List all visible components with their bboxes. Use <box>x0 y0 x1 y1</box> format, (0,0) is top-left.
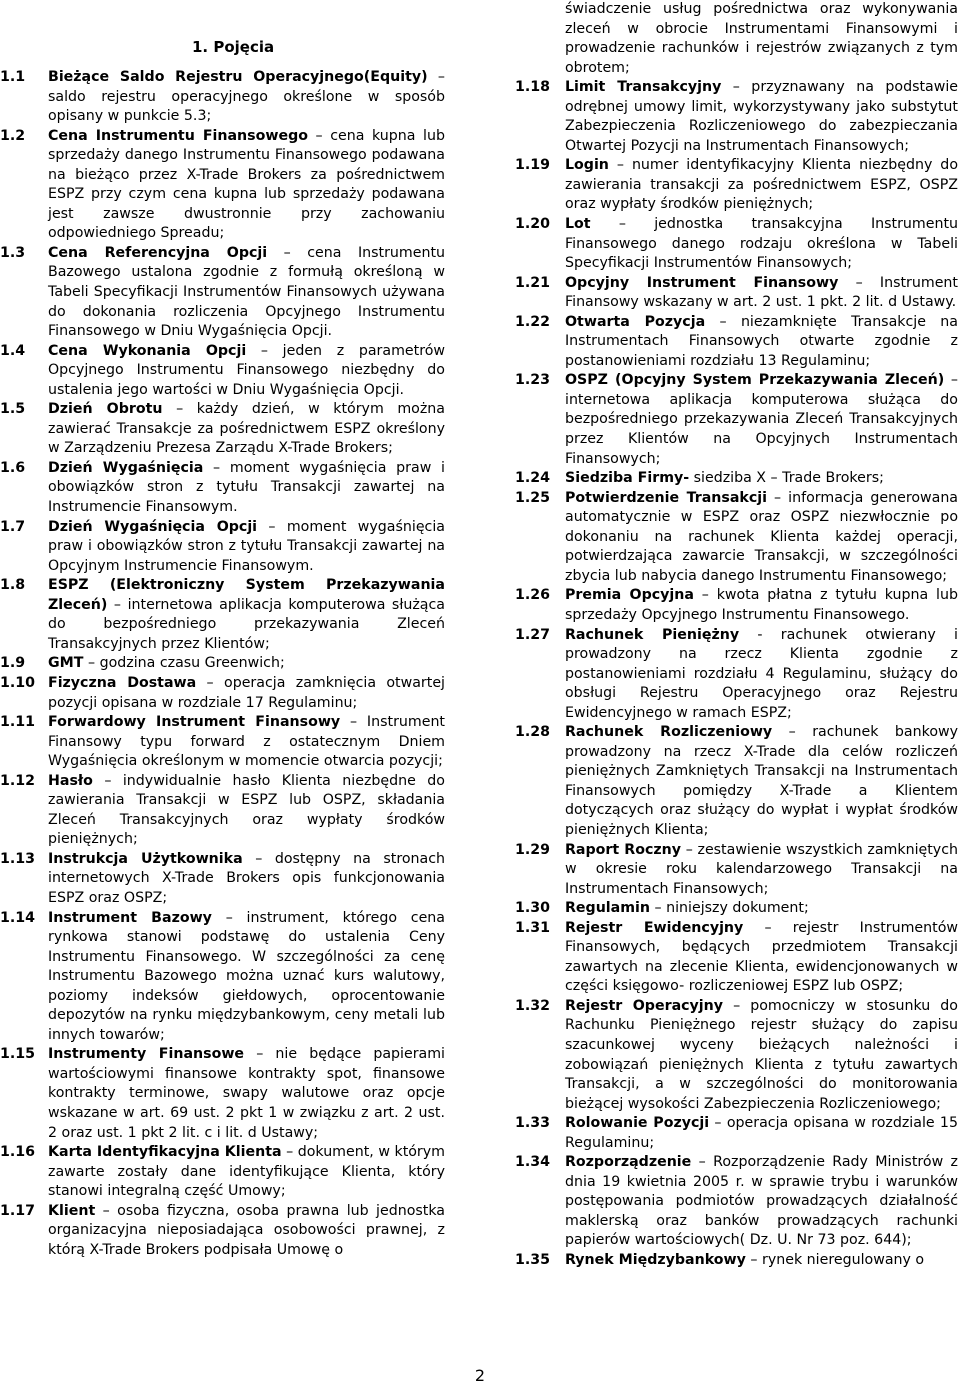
definition-entry <box>0 850 445 909</box>
definition-term: Rynek Międzybankowy <box>565 1252 746 1268</box>
definition-entry <box>515 371 958 469</box>
definition-text: – dokument, w którym zawarte zostały dane identyfikujące Klienta, który stanowi integralną część Umowy; <box>48 1144 445 1200</box>
definition-body <box>565 841 958 900</box>
definition-body <box>48 772 445 850</box>
definition-text: – nie będące papierami wartościowymi finansowe kontrakty spot, finansowe kontrakty terminowe, swapy walutowe oraz opcje wskazane w art. 69 ust. 2 pkt 1 w związku z art. 2 ust. 2 oraz ust. 1 pkt 2 lit. c i lit. d Ustawy; <box>48 1046 445 1141</box>
definition-term: Rachunek Rozliczeniowy <box>565 724 773 741</box>
definition-term: Rejestr Operacyjny <box>565 997 724 1014</box>
definition-number: 1.16 <box>0 1144 36 1161</box>
left-column <box>0 0 445 1260</box>
definition-number: 1.24 <box>515 470 551 487</box>
definition-number: 1.11 <box>0 714 36 731</box>
definition-text: – moment wygaśnięcia praw i obowiązków stron z tytułu Transakcji zawartej na Opcyjnym Instrumencie Finansowym. <box>48 518 445 574</box>
definition-entry <box>515 215 958 274</box>
definition-entry <box>0 1045 445 1143</box>
definition-term: Hasło <box>48 772 93 789</box>
definition-text: – jeden z parametrów Opcyjnego Instrumentu Finansowego niezbędny do ustalenia jego wartości w Dniu Wygaśnięcia Opcji. <box>48 342 445 398</box>
definition-text: – numer identyfikacyjny Klienta niezbędny do zawierania transakcji za pośrednictwem ESPZ, OSPZ oraz wypłaty środków pieniężnych; <box>565 157 958 213</box>
definition-body <box>48 909 445 1046</box>
definition-body <box>48 127 445 244</box>
definition-text: – cena kupna lub sprzedaży danego Instrumentu Finansowego podawana na bieżąco przez X-Trade Brokers za pośrednictwem ESPZ przy czym cena kupna lub sprzedaży podawana jest zawsze dwustronnie przy zachowaniu odpowiedniego Spreadu; <box>48 127 445 242</box>
definition-body <box>565 274 958 313</box>
definition-term: Karta Identyfikacyjna Klienta <box>48 1144 282 1161</box>
definition-number: 1.25 <box>515 489 551 506</box>
definition-entry <box>515 919 958 997</box>
definition-entry <box>0 1202 445 1261</box>
definition-body <box>565 626 958 724</box>
definition-entry <box>0 772 445 850</box>
definition-number: 1.33 <box>515 1115 551 1132</box>
definition-number: 1.19 <box>515 157 551 174</box>
definition-entry <box>0 1143 445 1202</box>
definition-entry <box>515 469 958 489</box>
definition-text: – Instrument Finansowy typu forward z ostatecznym Dniem Wygaśnięcia określonym w momencie otwarcia pozycji; <box>48 714 445 770</box>
definition-number: 1.4 <box>0 342 26 359</box>
definition-entry <box>515 1114 958 1153</box>
definition-term: Cena Wykonania Opcji <box>48 342 247 359</box>
definition-term: Instrukcja Użytkownika <box>48 850 243 867</box>
definition-body <box>48 713 445 772</box>
definition-number: 1.14 <box>0 909 36 926</box>
definition-term: Rolowanie Pozycji <box>565 1115 710 1132</box>
definition-term: Instrumenty Finansowe <box>48 1046 245 1063</box>
definition-body <box>565 371 958 469</box>
definition-body <box>48 1143 445 1202</box>
definition-body <box>48 518 445 577</box>
definition-entry <box>0 576 445 654</box>
definition-number: 1.23 <box>515 372 551 389</box>
definition-text: – przyznawany na podstawie odrębnej umowy limit, wykorzystywany jako substytut Zabezpieczenia Rozliczeniowego do zabezpieczania Otwartej Pozycji na Instrumentach Finansowych; <box>565 79 958 154</box>
definition-entry <box>515 586 958 625</box>
definition-term: Login <box>565 157 609 174</box>
definition-body <box>565 313 958 372</box>
definition-body <box>565 723 958 840</box>
definition-text: siedziba X – Trade Brokers; <box>689 470 884 487</box>
definition-body <box>48 654 445 674</box>
definition-number: 1.15 <box>0 1046 36 1063</box>
definition-body <box>565 1153 958 1251</box>
definition-text: - rachunek otwierany i prowadzony na rzecz Klienta zgodnie z postanowieniami rozdziału 4 Regulaminu, służący do obsługi Rejestru Operacyjnego oraz Rejestru Ewidencyjnego w ramach ESPZ; <box>565 626 958 721</box>
definition-entry <box>0 244 445 342</box>
definition-term: Instrument Bazowy <box>48 909 212 926</box>
definition-entry <box>515 626 958 724</box>
definition-number: 1.31 <box>515 919 551 936</box>
continued-paragraph: świadczenie usług pośrednictwa oraz wykonywania zleceń w obrocie Instrumentami Finansowymi i prowadzenie rachunków i rejestrów związanych z tym obrotem; <box>565 1 958 76</box>
definition-number: 1.35 <box>515 1252 551 1268</box>
definition-body <box>48 68 445 127</box>
definition-text: – Instrument Finansowy wskazany w art. 2 ust. 1 pkt. 2 lit. d Ustawy. <box>565 274 958 311</box>
definition-body <box>565 1114 958 1153</box>
definition-body <box>565 586 958 625</box>
definition-term: Siedziba Firmy- <box>565 470 690 487</box>
definition-body <box>48 850 445 909</box>
definition-text: – rejestr Instrumentów Finansowych, będących przedmiotem Transakcji zawartych na zlecenie Klienta, ewidencjonowanych w części księgowo- rozliczeniowej ESPZ lub OSPZ; <box>565 919 958 995</box>
definition-term: Rachunek Pieniężny <box>565 626 740 643</box>
definition-text: – osoba fizyczna, osoba prawna lub jednostka organizacyjna nieposiadająca osobowości prawnej, z którą X-Trade Brokers podpisała Umowę o <box>48 1202 445 1258</box>
definition-body <box>48 1202 445 1261</box>
definition-text: – internetowa aplikacja komputerowa służąca do bezpośredniego przekazywania Zleceń Transakcyjnych przez Klientów; <box>48 596 445 652</box>
definition-text: – niezamknięte Transakcje na Instrumentach Finansowych otwarte zgodnie z postanowieniami rozdziału 13 Regulaminu; <box>565 313 958 369</box>
definition-number: 1.30 <box>515 900 551 917</box>
definition-entry <box>0 713 445 772</box>
definition-text: – dostępny na stronach internetowych X-Trade Brokers opis funkcjonowania ESPZ oraz OSPZ; <box>48 850 445 906</box>
definition-text: – rynek nieregulowany o <box>745 1252 925 1268</box>
page-number: 2 <box>474 1366 486 1385</box>
definition-term: Klient <box>48 1202 96 1219</box>
definition-term: GMT <box>48 655 84 672</box>
definition-term: Fizyczna Dostawa <box>48 674 197 691</box>
definition-body <box>48 576 445 654</box>
definition-number: 1.10 <box>0 674 36 691</box>
definition-term: Lot <box>565 216 591 233</box>
definition-text: – saldo rejestru operacyjnego określone w sposób opisany w punkcie 5.3; <box>48 69 445 125</box>
definition-number: 1.28 <box>515 724 551 741</box>
definition-term: Cena Instrumentu Finansowego <box>48 127 308 144</box>
definition-number: 1.18 <box>515 79 551 96</box>
definition-body <box>565 156 958 215</box>
definition-entry <box>0 909 445 1046</box>
definition-term: Rozporządzenie <box>565 1154 692 1171</box>
definition-number: 1.27 <box>515 626 551 643</box>
definition-term: Limit Transakcyjny <box>565 79 722 96</box>
section-heading: 1. Pojęcia <box>192 38 275 56</box>
definition-term: Bieżące Saldo Rejestru Operacyjnego(Equity) <box>48 69 428 85</box>
definition-entry <box>0 459 445 518</box>
definition-text: – pomocniczy w stosunku do Rachunku Pieniężnego rejestr służący do zapisu szacunkowej wyceny bieżących należności i zobowiązań pieniężnych Klienta z tytułu zawartych Transakcji, a w szczególności do monitorowania bieżącej wysokości Zabezpieczenia Rozliczeniowego; <box>565 997 958 1112</box>
definition-body <box>48 1045 445 1143</box>
definition-body <box>48 674 445 713</box>
definition-number: 1.3 <box>0 244 26 261</box>
definition-entry <box>515 899 958 919</box>
definition-term: Dzień Wygaśnięcia Opcji <box>48 518 258 535</box>
definition-number: 1.13 <box>0 850 36 867</box>
definition-text: – operacja opisana w rozdziale 15 Regulaminu; <box>565 1115 958 1151</box>
definition-term: Dzień Wygaśnięcia <box>48 459 204 476</box>
definition-body <box>565 1251 958 1271</box>
definition-number: 1.1 <box>0 69 26 85</box>
definition-number: 1.7 <box>0 518 26 535</box>
definition-entry <box>0 342 445 401</box>
definition-text: – cena Instrumentu Bazowego ustalona zgodnie z formułą określoną w Tabeli Specyfikacji Instrumentów Finansowych używana do dokonania rozliczenia Opcyjnego Instrumentu Finansowego w Dniu Wygaśnięcia Opcji. <box>48 244 446 340</box>
definition-number: 1.29 <box>515 841 551 858</box>
definition-entry <box>515 78 958 156</box>
definition-entry <box>515 1251 958 1271</box>
definition-number: 1.20 <box>515 216 551 233</box>
definition-text: – moment wygaśnięcia praw i obowiązków stron z tytułu Transakcji zawartej na Instrumencie Finansowym. <box>48 459 445 516</box>
definition-number: 1.12 <box>0 772 36 789</box>
definition-entry <box>515 1153 958 1251</box>
definition-body <box>565 489 958 587</box>
definition-text: – kwota płatna z tytułu kupna lub sprzedaży Opcyjnego Instrumentu Finansowego. <box>565 587 958 623</box>
definition-entry <box>0 518 445 577</box>
definition-term: ESPZ (Elektroniczny System Przekazywania Zleceń) <box>48 577 445 613</box>
definition-number: 1.8 <box>0 577 26 594</box>
definition-text: – instrument, którego cena rynkowa stanowi podstawę do ustalenia Ceny Instrumentu Finansowego. W szczególności za cenę Instrumentu Bazowego można uznać kurs walutowy, poziomy indeksów giełdowych, oprocentowanie depozytów na rynku międzybankowym, ceny metali lub innych towarów; <box>48 909 445 1043</box>
definition-number: 1.26 <box>515 587 551 604</box>
definition-term: OSPZ (Opcyjny System Przekazywania Zleceń) <box>565 372 945 389</box>
definition-number: 1.6 <box>0 459 26 476</box>
definition-text: – Rozporządzenie Rady Ministrów z dnia 19 kwietnia 2005 r. w sprawie trybu i warunków postępowania podmiotów prowadzących działalność maklerską oraz banków prowadzących rachunki papierów wartościowych( Dz. U. Nr 73 poz. 644); <box>565 1154 958 1249</box>
definition-term: Cena Referencyjna Opcji <box>48 244 268 261</box>
definition-text: – każdy dzień, w którym można zawierać Transakcje za pośrednictwem ESPZ określony w Zarządzeniu Prezesa Zarządu X-Trade Brokers; <box>48 401 445 457</box>
right-column <box>515 0 958 1271</box>
definition-body <box>48 400 445 459</box>
definition-entry <box>515 313 958 372</box>
definition-entry <box>0 68 445 127</box>
definition-term: Regulamin <box>565 900 650 917</box>
definition-term: Dzień Obrotu <box>48 401 163 418</box>
definition-entry <box>515 274 958 313</box>
definition-text: – operacja zamknięcia otwartej pozycji opisana w rozdziale 17 Regulaminu; <box>48 674 445 711</box>
definition-entry <box>515 723 958 840</box>
definition-text: – niniejszy dokument; <box>650 900 809 917</box>
definition-number: 1.9 <box>0 655 26 672</box>
definition-body <box>565 919 958 997</box>
definition-term: Raport Roczny <box>565 841 681 858</box>
definition-number: 1.21 <box>515 274 551 291</box>
definition-body <box>48 342 445 401</box>
definition-entry <box>0 654 445 674</box>
definition-text: – indywidualnie hasło Klienta niezbędne do zawierania Transakcji w ESPZ lub OSPZ, składania Zleceń Transakcyjnych oraz wypłaty środków pieniężnych; <box>48 772 445 848</box>
definition-term: Potwierdzenie Transakcji <box>565 489 767 506</box>
definition-term: Premia Opcyjna <box>565 587 694 604</box>
definition-number: 1.17 <box>0 1202 36 1219</box>
definition-number: 1.32 <box>515 997 551 1014</box>
definition-term: Forwardowy Instrument Finansowy <box>48 714 341 731</box>
definition-body <box>48 459 445 518</box>
definition-text: – internetowa aplikacja komputerowa służąca do bezpośredniego przekazywania Zleceń Transakcyjnych przez Klientów na Opcyjnych Instrumentach Finansowych; <box>565 372 958 467</box>
definition-body <box>565 469 958 489</box>
definition-number: 1.34 <box>515 1154 551 1171</box>
definition-text: – informacja generowana automatycznie w ESPZ oraz OSPZ niezwłocznie po dokonaniu na rachunek Klienta każdej operacji, potwierdzająca zawarcie Transakcji, w szczególności zbycia lub nabycia danego Instrumentu Finansowego; <box>565 489 958 584</box>
definition-entry <box>0 400 445 459</box>
definition-text: – godzina czasu Greenwich; <box>83 655 285 672</box>
definition-body <box>565 215 958 274</box>
definition-term: Rejestr Ewidencyjny <box>565 919 744 936</box>
definition-text: – jednostka transakcyjna Instrumentu Finansowego danego rodzaju określona w Tabeli Specyfikacji Instrumentów Finansowych; <box>565 216 958 272</box>
definition-text: – rachunek bankowy prowadzony na rzecz X-Trade dla celów rozliczeń pieniężnych Zamkniętych Transakcji na Instrumentach Finansowych pomiędzy X-Trade a Klientem dotyczących oraz służący do wypłat i wypłat środków pieniężnych Klienta; <box>565 724 959 838</box>
definition-entry <box>515 489 958 587</box>
definition-term: Opcyjny Instrument Finansowy <box>565 274 839 291</box>
definition-entry <box>0 674 445 713</box>
definition-body <box>565 899 958 919</box>
definition-entry <box>0 127 445 244</box>
definition-number: 1.5 <box>0 401 26 418</box>
definition-entry <box>515 156 958 215</box>
definition-number: 1.22 <box>515 313 551 330</box>
definition-body <box>48 244 445 342</box>
definition-term: Otwarta Pozycja <box>565 313 706 330</box>
definition-body <box>565 78 958 156</box>
definition-entry <box>515 841 958 900</box>
definition-number: 1.2 <box>0 127 26 144</box>
definition-body <box>565 997 958 1114</box>
definition-entry <box>515 997 958 1114</box>
definition-text: – zestawienie wszystkich zamkniętych w okresie roku kalendarzowego Transakcji na Instrumentach Finansowych; <box>565 841 958 897</box>
